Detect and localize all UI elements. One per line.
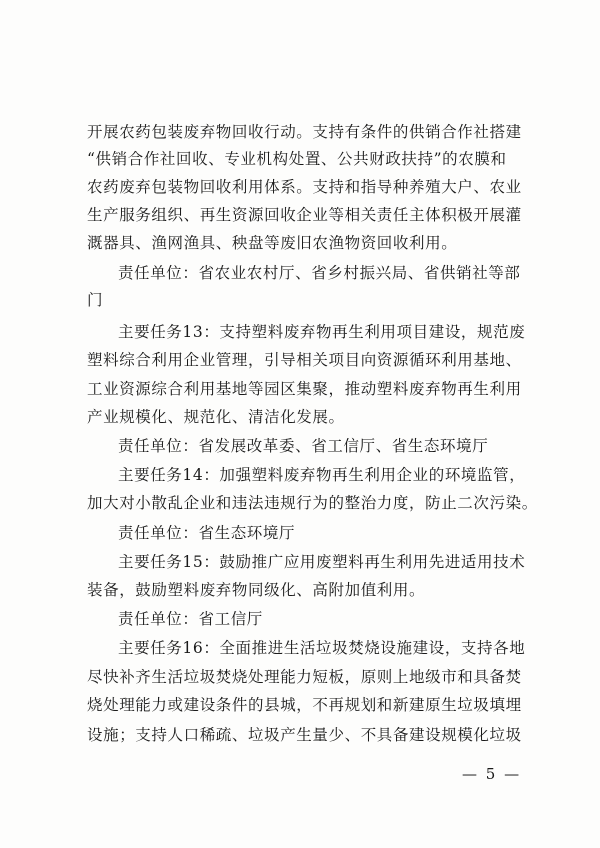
responsible-unit: 责任单位：省农业农村厅、省乡村振兴局、省供销社等部: [118, 264, 521, 282]
text-line: 工业资源综合利用基地等园区集聚，推动塑料废弃物再生利用: [87, 380, 522, 398]
text-line: 加大对小散乱企业和违法违规行为的整治力度，防止二次污染。: [87, 494, 538, 512]
task-heading: 主要任务13：支持塑料废弃物再生利用项目建设，规范废: [118, 323, 526, 341]
text-line: 塑料综合利用企业管理，引导相关项目向资源循环利用基地、: [87, 351, 522, 369]
text-line: 设施；支持人口稀疏、垃圾产生量少、不具备建设规模化垃圾: [87, 726, 522, 744]
text-line: 产业规模化、规范化、清洁化发展。: [87, 408, 345, 426]
text-line: 烧处理能力或建设条件的县城，不再规划和新建原生垃圾填埋: [87, 696, 522, 714]
responsible-unit: 责任单位：省发展改革委、省工信厅、省生态环境厅: [118, 437, 489, 455]
text-line: 开展农药包装废弃物回收行动。支持有条件的供销合作社搭建: [87, 123, 522, 141]
task-heading: 主要任务16：全面推进生活垃圾焚烧设施建设，支持各地: [118, 639, 526, 657]
text-line: 农药废弃包装物回收利用体系。支持和指导种养殖大户、农业: [87, 178, 522, 196]
text-line: 门: [87, 291, 104, 309]
task-heading: 主要任务14：加强塑料废弃物再生利用企业的环境监管，: [118, 466, 526, 484]
text-line: “供销合作社回收、专业机构处置、公共财政扶持”的农膜和: [87, 150, 507, 168]
page-number: — 5 —: [462, 765, 522, 783]
text-line: 装备，鼓励塑料废弃物同级化、高附加值利用。: [87, 581, 426, 599]
task-heading: 主要任务15：鼓励推广应用废塑料再生利用先进适用技术: [118, 553, 526, 571]
text-line: 溉器具、渔网渔具、秧盘等废旧农渔物资回收利用。: [87, 234, 458, 252]
text-line: 尽快补齐生活垃圾焚烧处理能力短板，原则上地级市和具备焚: [87, 668, 522, 686]
responsible-unit: 责任单位：省生态环境厅: [118, 524, 296, 542]
text-line: 生产服务组织、再生资源回收企业等相关责任主体积极开展灌: [87, 206, 522, 224]
responsible-unit: 责任单位：省工信厅: [118, 610, 263, 628]
